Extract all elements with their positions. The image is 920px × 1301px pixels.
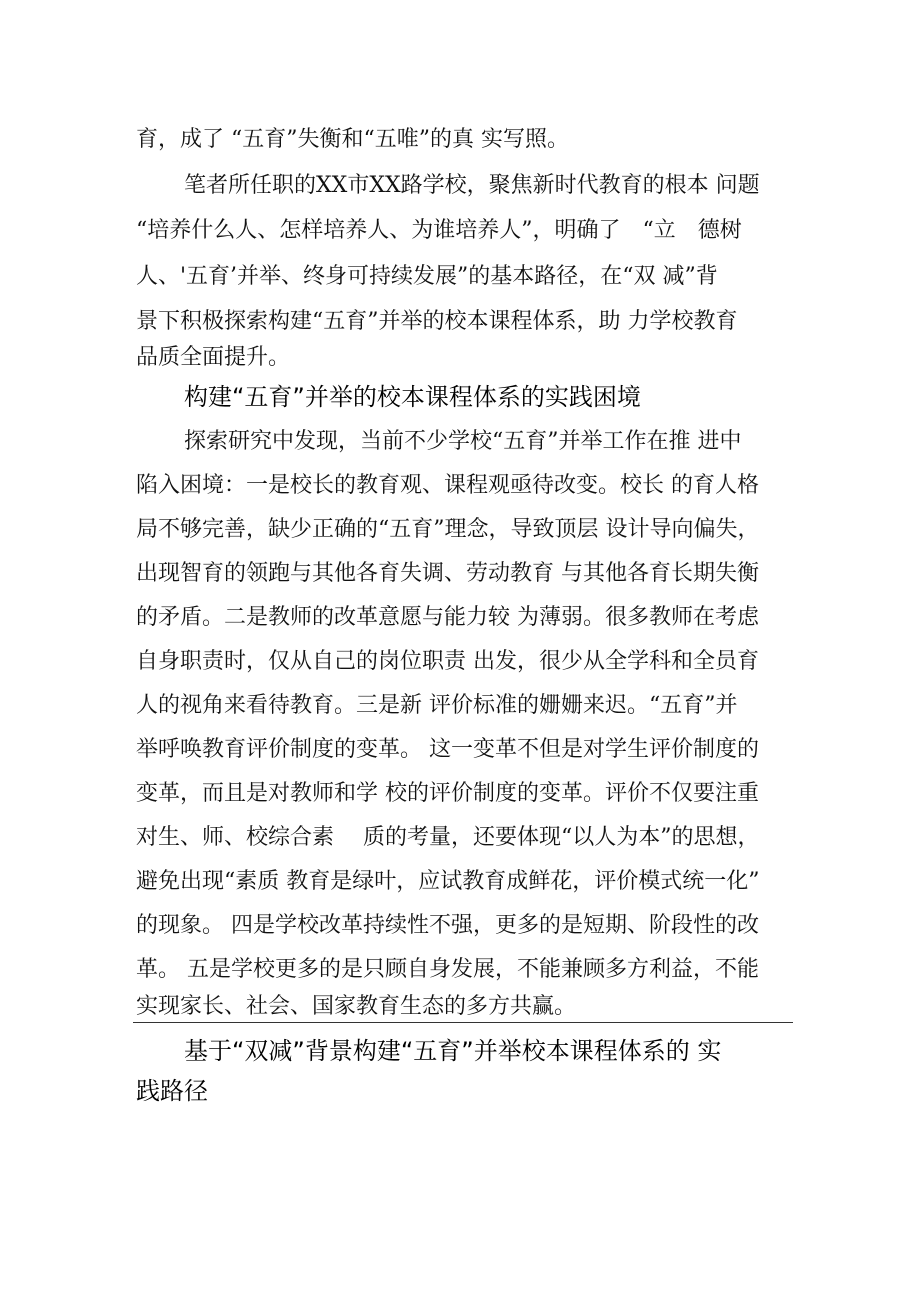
paragraph-3-line-5: 的矛盾。二是教师的改革意愿与能力较 为薄弱。很多教师在考虑 <box>136 605 759 630</box>
paragraph-2-line-2: “培养什么人、怎样培养人、为谁培养人”，明确了 “立 德树 <box>136 218 742 243</box>
paragraph-3-line-7: 人的视角来看待教育。三是新 评价标准的姗姗来迟。“五育”并 <box>136 693 738 718</box>
paragraph-3-line-4: 出现智育的领跑与其他各育失调、劳动教育 与其他各育长期失衡 <box>136 561 759 586</box>
paragraph-2-line-4: 景下积极探索构建“五育”并举的校本课程体系，助 力学校教育 <box>136 309 738 334</box>
paragraph-3-line-14: 实现家长、社会、国家教育生态的多方共赢。 <box>136 994 577 1019</box>
paragraph-3-line-10: 对生、师、校综合素 质的考量，还要体现“以人为本”的思想， <box>136 825 760 850</box>
paragraph-3-line-13: 革。 五是学校更多的是只顾自身发展，不能兼顾多方利益，不能 <box>136 957 759 982</box>
paragraph-3-line-2: 陷入困境：一是校长的教育观、课程观亟待改变。校长 的育人格 <box>136 473 759 498</box>
paragraph-3-line-3: 局不够完善，缺少正确的“五育”理念，导致顶层 设计导向偏失， <box>136 517 760 542</box>
paragraph-2-line-1: 笔者所任职的XX市XX路学校，聚焦新时代教育的根本 问题 <box>184 173 760 198</box>
paragraph-1-line-1: 育，成了 “五育”失衡和“五唯”的真 实写照。 <box>136 127 569 152</box>
paragraph-2-line-3: 人、'五育’并举、终身可持续发展”的基本路径，在“双 减”背 <box>136 264 718 289</box>
paragraph-3-line-11: 避免出现“素质 教育是绿叶，应试教育成鲜花，评价模式统一化” <box>136 869 760 894</box>
horizontal-rule <box>133 1022 793 1023</box>
section-heading-2-line-2: 践路径 <box>136 1077 208 1105</box>
paragraph-3-line-6: 自身职责时，仅从自己的岗位职责 出发，很少从全学科和全员育 <box>136 649 759 674</box>
paragraph-3-line-9: 变革，而且是对教师和学 校的评价制度的变革。评价不仅要注重 <box>136 781 759 806</box>
paragraph-3-line-1: 探索研究中发现，当前不少学校“五育”并举工作在推 进中 <box>184 429 742 454</box>
paragraph-2-line-5: 品质全面提升。 <box>136 345 291 370</box>
paragraph-3-line-8: 举呼唤教育评价制度的变革。 这一变革不但是对学生评价制度的 <box>136 737 759 762</box>
section-heading-2-line-1: 基于“双减”背景构建“五育”并举校本课程体系的 实 <box>184 1037 722 1065</box>
paragraph-3-line-12: 的现象。 四是学校改革持续性不强，更多的是短期、阶段性的改 <box>136 913 759 938</box>
section-heading-1: 构建“五育”并举的校本课程体系的实践困境 <box>184 383 641 411</box>
